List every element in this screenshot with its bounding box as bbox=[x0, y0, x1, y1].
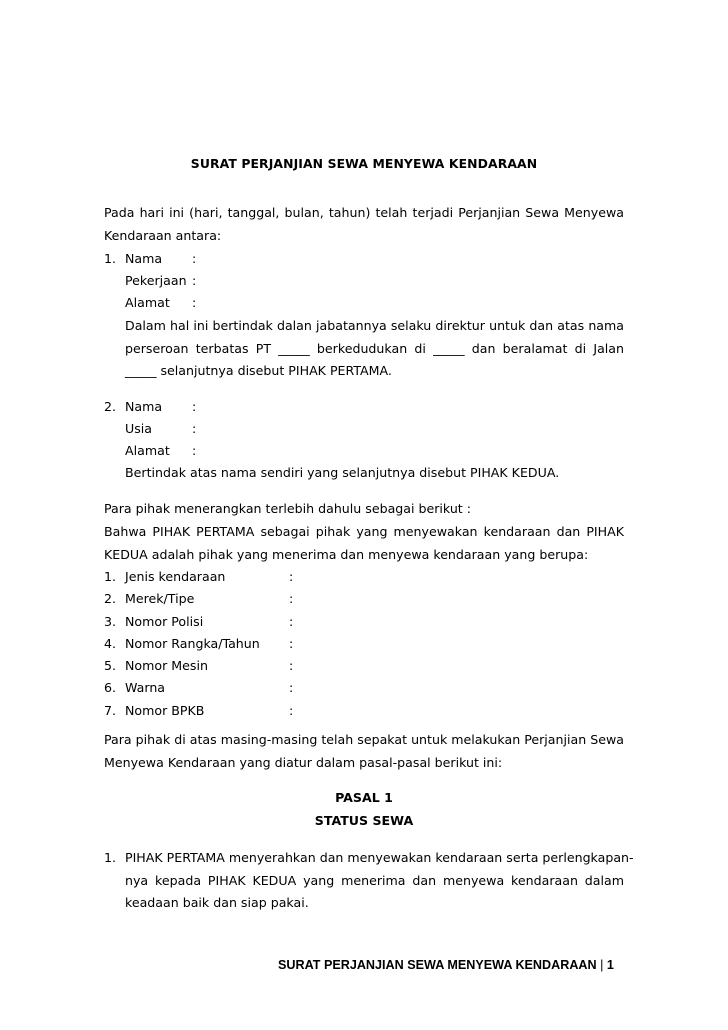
vehicle-item-colon: : bbox=[289, 703, 294, 718]
vehicle-item-number: 2. bbox=[104, 591, 117, 606]
party1-name-label: Nama bbox=[125, 251, 163, 266]
vehicle-item-colon: : bbox=[289, 569, 294, 584]
document-title: SURAT PERJANJIAN SEWA MENYEWA KENDARAAN bbox=[190, 156, 538, 171]
vehicle-item-colon: : bbox=[289, 658, 294, 673]
party2-age-colon: : bbox=[192, 421, 197, 436]
footer-separator: | bbox=[600, 958, 604, 972]
vehicle-item-number: 1. bbox=[104, 569, 117, 584]
party1-name-colon: : bbox=[192, 251, 197, 266]
vehicle-item-colon: : bbox=[289, 614, 294, 629]
page-footer bbox=[278, 958, 614, 972]
party1-job-label: Pekerjaan bbox=[125, 273, 187, 288]
intro-line-1: Pada hari ini (hari, tanggal, bulan, tahun) telah terjadi Perjanjian Sewa Menyewa bbox=[104, 205, 624, 220]
party1-address-label: Alamat bbox=[125, 295, 170, 310]
party2-desc: Bertindak atas nama sendiri yang selanjutnya disebut PIHAK KEDUA. bbox=[125, 465, 560, 480]
vehicle-item-number: 4. bbox=[104, 636, 117, 651]
party2-name-label: Nama bbox=[125, 399, 163, 414]
vehicle-item-label: Nomor BPKB bbox=[125, 703, 205, 718]
intro-line-2: Kendaraan antara: bbox=[104, 228, 222, 243]
party2-age-label: Usia bbox=[125, 421, 152, 436]
vehicle-item-colon: : bbox=[289, 636, 294, 651]
clause1-line-1: PIHAK PERTAMA menyerahkan dan menyewakan kendaraan serta perlengkapan- bbox=[125, 850, 634, 865]
vehicle-item-label: Jenis kendaraan bbox=[125, 569, 226, 584]
clause1-number: 1. bbox=[104, 850, 117, 865]
footer-page-number: 1 bbox=[606, 958, 614, 972]
vehicle-item-label: Warna bbox=[125, 680, 166, 695]
vehicle-item-colon: : bbox=[289, 680, 294, 695]
pasal-heading: PASAL 1 bbox=[335, 790, 393, 805]
party1-job-colon: : bbox=[192, 273, 197, 288]
vehicle-item-label: Nomor Rangka/Tahun bbox=[125, 636, 260, 651]
agreement-line-2: Menyewa Kendaraan yang diatur dalam pasal-pasal berikut ini: bbox=[104, 755, 503, 770]
clause1-line-2: nya kepada PIHAK KEDUA yang menerima dan menyewa kendaraan dalam bbox=[125, 873, 624, 888]
footer-title: SURAT PERJANJIAN SEWA MENYEWA KENDARAAN bbox=[278, 958, 597, 972]
statement-line-2: Bahwa PIHAK PERTAMA sebagai pihak yang menyewakan kendaraan dan PIHAK bbox=[104, 524, 624, 539]
statement-line-3: KEDUA adalah pihak yang menerima dan menyewa kendaraan yang berupa: bbox=[104, 547, 589, 562]
party2-address-label: Alamat bbox=[125, 443, 170, 458]
statement-line-1: Para pihak menerangkan terlebih dahulu sebagai berikut : bbox=[104, 501, 471, 516]
vehicle-item-colon: : bbox=[289, 591, 294, 606]
party1-number: 1. bbox=[104, 251, 117, 266]
clause1-line-3: keadaan baik dan siap pakai. bbox=[125, 895, 309, 910]
pasal-subheading: STATUS SEWA bbox=[314, 813, 414, 828]
party1-address-colon: : bbox=[192, 295, 197, 310]
vehicle-item-number: 3. bbox=[104, 614, 117, 629]
vehicle-item-label: Nomor Mesin bbox=[125, 658, 208, 673]
party2-address-colon: : bbox=[192, 443, 197, 458]
vehicle-item-number: 5. bbox=[104, 658, 117, 673]
vehicle-item-label: Nomor Polisi bbox=[125, 614, 204, 629]
vehicle-item-label: Merek/Tipe bbox=[125, 591, 195, 606]
party2-number: 2. bbox=[104, 399, 117, 414]
vehicle-item-number: 6. bbox=[104, 680, 117, 695]
vehicle-item-number: 7. bbox=[104, 703, 117, 718]
party1-desc-line-3: _____ selanjutnya disebut PIHAK PERTAMA. bbox=[125, 363, 392, 378]
party2-name-colon: : bbox=[192, 399, 197, 414]
party1-desc-line-2: perseroan terbatas PT _____ berkedudukan di _____ dan beralamat di Jalan bbox=[125, 341, 624, 356]
party1-desc-line-1: Dalam hal ini bertindak dalan jabatannya selaku direktur untuk dan atas nama bbox=[125, 318, 624, 333]
agreement-line-1: Para pihak di atas masing-masing telah sepakat untuk melakukan Perjanjian Sewa bbox=[104, 732, 624, 747]
